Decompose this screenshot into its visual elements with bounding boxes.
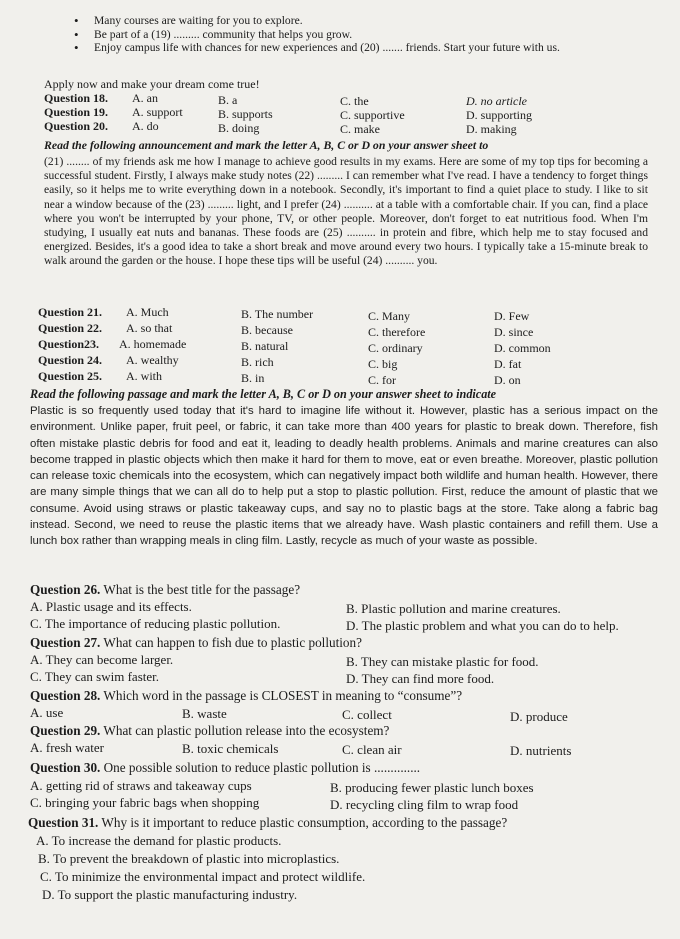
question-label: Question 24. (38, 353, 103, 367)
option-d: D. no article (466, 94, 527, 108)
option-a: A. fresh water (30, 740, 104, 755)
option-c: C. for (368, 373, 396, 387)
option-b: B. To prevent the breakdown of plastic into microplastics. (38, 851, 340, 866)
option-c: C. They can swim faster. (30, 669, 160, 684)
option-a: A. wealthy (126, 353, 179, 367)
closing-line: Apply now and make your dream come true! (44, 77, 260, 91)
question-label: Question 22. (38, 321, 103, 335)
option-b: B. because (241, 323, 293, 337)
option-b: B. supports (218, 107, 273, 121)
question-text: Why is it important to reduce plastic consumption, according to the passage? (101, 815, 508, 830)
option-a: A. Plastic usage and its effects. (30, 599, 192, 614)
option-c: C. the (340, 94, 369, 108)
option-d: D. making (466, 122, 517, 136)
question-29 (30, 723, 389, 739)
option-d: D. since (494, 325, 534, 339)
question-text: What can happen to fish due to plastic pollution? (103, 635, 362, 650)
question-label: Question 18. (44, 91, 109, 105)
option-d: D. recycling cling film to wrap food (330, 797, 519, 812)
question-text: What can plastic pollution release into the ecosystem? (103, 723, 390, 738)
option-b: B. They can mistake plastic for food. (346, 654, 539, 669)
option-c: C. To minimize the environmental impact and protect wildlife. (40, 869, 366, 884)
option-a: A. use (30, 705, 64, 720)
option-b: B. natural (241, 339, 289, 353)
option-d: D. To support the plastic manufacturing industry. (42, 887, 298, 902)
option-c: C. collect (342, 707, 392, 722)
question-label: Question 28. (30, 688, 101, 703)
question-26 (30, 582, 300, 598)
question-label: Question 31. (28, 815, 99, 830)
section-header-announcement: Read the following announcement and mark the letter A, B, C or D on your answer sheet to (44, 138, 489, 152)
option-b: B. rich (241, 355, 274, 369)
option-c: C. therefore (368, 325, 426, 339)
option-c: C. make (340, 122, 380, 136)
feature-bullet-list (72, 14, 662, 55)
passage-plastic: Plastic is so frequently used today that it's hard to imagine life without it. However, plastic has a serious impact on the environment. Unlike paper, fruit peel, or fabric, it can take more than 400 years for plastic to break down. Therefore, fish often mistake plastic debris for food and eat it, leading to deadly health problems. Animals and marine creatures can also become trapped in plastic objects which then make it hard for them to move, eat or even breathe. Moreover, plastic pollution can release toxic chemicals into the ecosystem, which can negatively impact both wildlife and human health. However, there are many simple things that we can all do to help put a stop to plastic pollution. First, reduce the amount of plastic that we consume. Avoid using straws or plastic takeaway cups, and say no to plastic bags at the store. Take along a fabric bag instead. Second, we need to reuse the plastic items that we already have. Wash plastic containers and refill them. Use a lunch box rather than wrapping meals in cling film. Lastly, recycle as much of your waste as possible. (30, 405, 658, 548)
question-text: Which word in the passage is CLOSEST in meaning to “consume”? (103, 688, 463, 703)
question-text: One possible solution to reduce plastic pollution is .............. (103, 760, 421, 775)
question-label: Question 27. (30, 635, 101, 650)
option-d: D. nutrients (510, 743, 572, 758)
option-c: C. Many (368, 309, 410, 323)
question-label: Question 29. (30, 723, 101, 738)
option-b: B. Plastic pollution and marine creatures. (346, 601, 561, 616)
option-d: D. supporting (466, 108, 532, 122)
section-header-passage: Read the following passage and mark the letter A, B, C or D on your answer sheet to indicate (30, 387, 497, 401)
question-label: Question 30. (30, 760, 101, 775)
option-a: A. do (132, 119, 159, 133)
question-30 (30, 760, 420, 776)
question-label: Question23. (38, 337, 100, 351)
question-28 (30, 688, 462, 704)
question-label: Question 21. (38, 305, 103, 319)
option-d: D. produce (510, 709, 568, 724)
passage-study-tips: (21) ........ of my friends ask me how I manage to achieve good results in my exams. Here are some of my top tips for becoming a successful student. Firstly, I always make study notes (22) ......... I can remember what I've read. I have a tendency to forget things easily, so it helps me to write everything down in a notebook. Secondly, it's important to find a quiet place to study. I like to sit near a window because of the (23) ......... light, and I prefer (24) .......... at a table with a comfortable chair. If you can, find a place where you won't be interrupted by your phone, TV, or other people. Moreover, don't forget to eat nutritious food. When I'm studying, I usually eat nuts and bananas. These foods are (25) .......... in protein and fibre, which help me to stay focused and energized. Besides, it's a good idea to take a short break and move around every two hours. I typically take a 15-minute break to walk around the garden or the house. I hope these tips will be useful (24) .......... you. (44, 155, 648, 268)
bullet-item: • Be part of a (19) ......... community that helps you grow. (72, 28, 662, 42)
option-b: B. The number (241, 307, 314, 321)
bullet-item: • Enjoy campus life with chances for new experiences and (20) ....... friends. Start your future with us. (72, 41, 662, 55)
question-label: Question 25. (38, 369, 103, 383)
option-d: D. The plastic problem and what you can do to help. (346, 618, 619, 633)
question-text: What is the best title for the passage? (103, 582, 301, 597)
question-27 (30, 635, 362, 651)
option-d: D. They can find more food. (346, 671, 495, 686)
option-a: A. getting rid of straws and takeaway cups (30, 778, 252, 793)
option-a: A. with (126, 369, 162, 383)
option-d: D. fat (494, 357, 522, 371)
option-c: C. big (368, 357, 398, 371)
option-b: B. in (241, 371, 265, 385)
option-d: D. Few (494, 309, 530, 323)
option-a: A. so that (126, 321, 173, 335)
option-a: A. To increase the demand for plastic products. (36, 833, 282, 848)
question-label: Question 20. (44, 119, 109, 133)
option-b: B. a (218, 93, 238, 107)
question-label: Question 26. (30, 582, 101, 597)
option-a: A. They can become larger. (30, 652, 174, 667)
option-a: A. Much (126, 305, 169, 319)
question-31 (28, 815, 507, 831)
option-b: B. producing fewer plastic lunch boxes (330, 780, 534, 795)
option-c: C. The importance of reducing plastic pollution. (30, 616, 281, 631)
option-a: A. homemade (119, 337, 187, 351)
option-c: C. supportive (340, 108, 405, 122)
option-a: A. an (132, 91, 158, 105)
option-b: B. toxic chemicals (182, 741, 279, 756)
option-c: C. bringing your fabric bags when shopping (30, 795, 260, 810)
option-a: A. support (132, 105, 183, 119)
option-b: B. waste (182, 706, 227, 721)
option-c: C. clean air (342, 742, 402, 757)
bullet-item: • Many courses are waiting for you to explore. (72, 14, 662, 28)
option-d: D. common (494, 341, 551, 355)
question-label: Question 19. (44, 105, 109, 119)
option-b: B. doing (218, 121, 260, 135)
option-d: D. on (494, 373, 521, 387)
option-c: C. ordinary (368, 341, 423, 355)
